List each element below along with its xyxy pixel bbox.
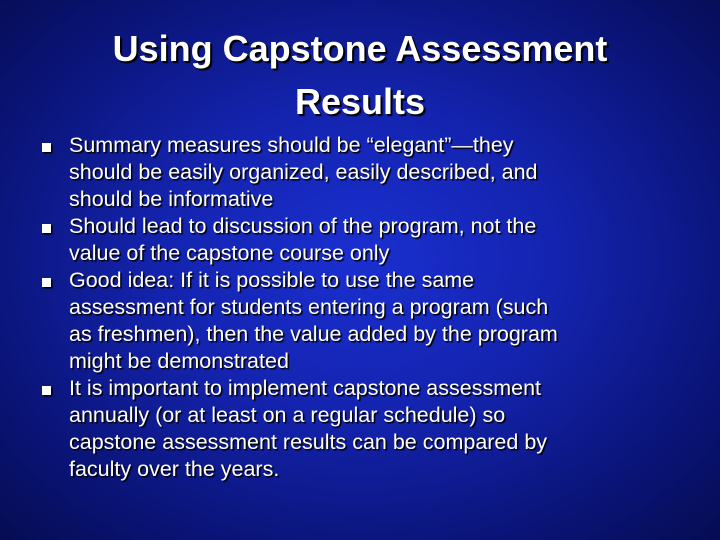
- square-bullet-icon: [42, 386, 51, 395]
- bullet-line: Summary measures should be “elegant”—they: [69, 133, 514, 157]
- bullet-line: Should lead to discussion of the program, not the: [69, 214, 537, 238]
- bullet-line: should be informative: [69, 187, 274, 211]
- bullet-line: assessment for students entering a program (such: [69, 295, 549, 319]
- bullet-line: annually (or at least on a regular schedule) so: [69, 403, 506, 427]
- bullet-list: [40, 132, 680, 483]
- bullet-line: faculty over the years.: [69, 457, 280, 481]
- bullet-item: [40, 375, 680, 483]
- square-bullet-icon: [42, 278, 51, 287]
- slide-title: [40, 22, 680, 128]
- bullet-line: might be demonstrated: [69, 349, 289, 373]
- square-bullet-icon: [42, 143, 51, 152]
- square-bullet-icon: [42, 224, 51, 233]
- title-line: Using Capstone Assessment: [112, 28, 608, 69]
- bullet-line: capstone assessment results can be compared by: [69, 430, 548, 454]
- bullet-line: as freshmen), then the value added by the program: [69, 322, 558, 346]
- title-line: Results: [294, 81, 426, 122]
- bullet-item: [40, 132, 680, 213]
- bullet-item: [40, 267, 680, 375]
- bullet-line: value of the capstone course only: [69, 241, 390, 265]
- bullet-item: [40, 213, 680, 267]
- bullet-line: Good idea: If it is possible to use the same: [69, 268, 475, 292]
- bullet-line: should be easily organized, easily described, and: [69, 160, 538, 184]
- bullet-line: It is important to implement capstone assessment: [69, 376, 542, 400]
